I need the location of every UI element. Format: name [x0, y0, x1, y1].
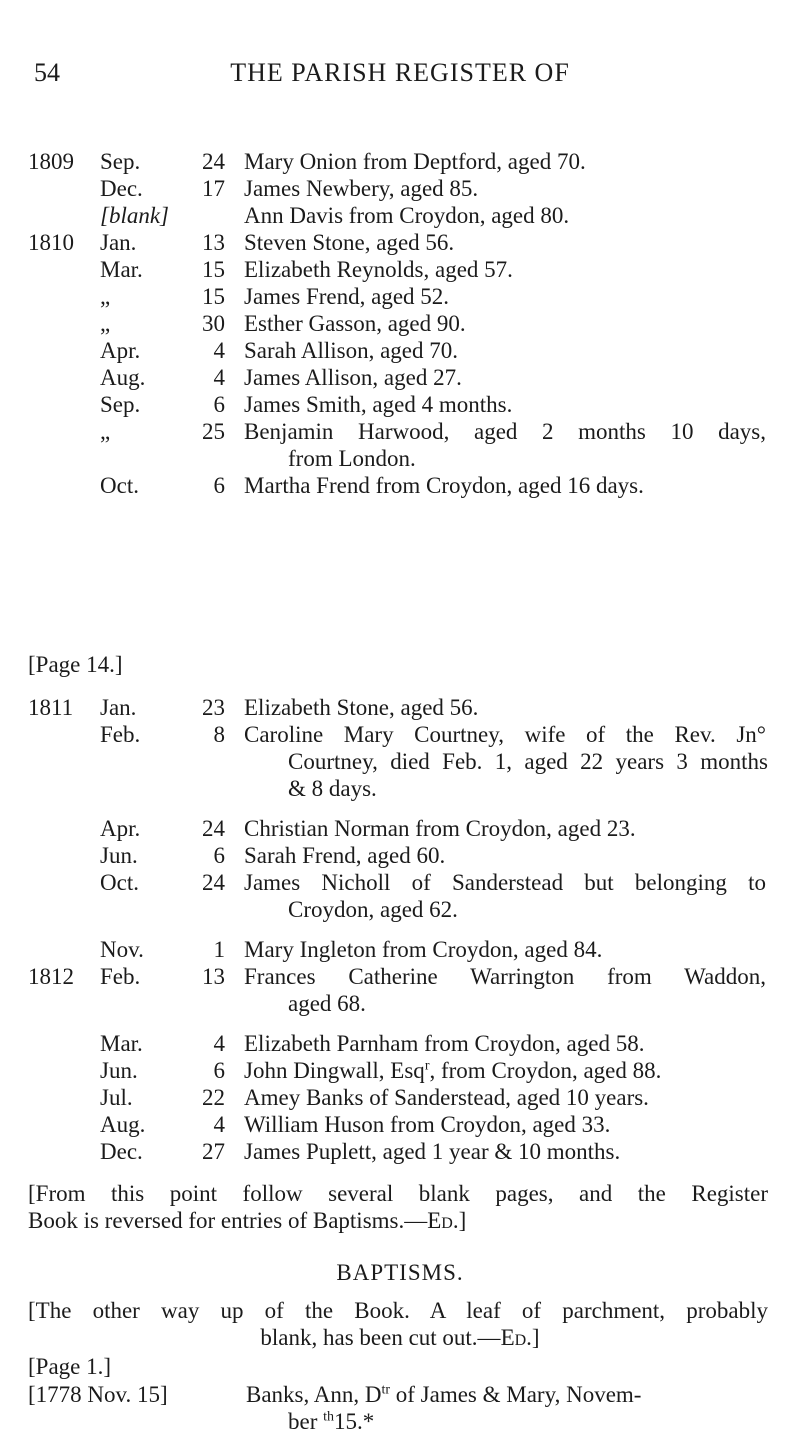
entry-day: 4: [213, 365, 225, 390]
entry-text-continued: ber $^{th}$15.*: [288, 1409, 375, 1434]
entry-year: 1809: [28, 149, 74, 174]
entry-text: Benjamin Harwood, aged 2 months 10 days,: [244, 419, 766, 444]
entry-year: 1812: [28, 964, 74, 989]
page-marker: [Page 14.]: [28, 652, 123, 677]
running-title: THE PARISH REGISTER OF: [230, 58, 570, 87]
entry-day: 6: [213, 1058, 225, 1083]
entry-month: Mar.: [100, 257, 143, 282]
entry-text: James Frend, aged 52.: [244, 284, 450, 309]
entry-text: Elizabeth Stone, aged 56.: [244, 695, 479, 720]
entry-text: Esther Gasson, aged 90.: [244, 311, 466, 336]
entry-text: Ann Davis from Croydon, aged 80.: [244, 203, 570, 228]
entry-text: Sarah Frend, aged 60.: [244, 843, 446, 868]
section-heading: BAPTISMS.: [336, 1260, 464, 1285]
entry-text: Mary Onion from Deptford, aged 70.: [244, 149, 586, 174]
entry-text-continued: & 8 days.: [288, 776, 377, 801]
entry-day: 22: [202, 1085, 225, 1110]
entry-month: Jan.: [100, 695, 137, 720]
entry-month: Dec.: [100, 176, 143, 201]
entry-day: 8: [213, 722, 225, 747]
entry-day: 30: [202, 311, 225, 336]
entry-month: Aug.: [100, 365, 146, 390]
entry-year: 1811: [28, 695, 74, 720]
entry-month: Mar.: [100, 1031, 143, 1056]
entry-day: 23: [202, 695, 225, 720]
entry-day: 6: [213, 392, 225, 417]
entry-month: Dec.: [100, 1139, 143, 1164]
entry-month: Oct.: [100, 473, 139, 498]
entry-month: Sep.: [100, 149, 141, 174]
entry-text: Mary Ingleton from Croydon, aged 84.: [244, 937, 603, 962]
entry-text: Elizabeth Parnham from Croydon, aged 58.: [244, 1031, 645, 1056]
editor-note: [The other way up of the Book. A leaf of parchment, probably: [28, 1298, 768, 1323]
entry-text: Elizabeth Reynolds, aged 57.: [244, 257, 513, 282]
page-number: 54: [34, 58, 60, 87]
entry-month: Feb.: [100, 722, 141, 747]
entry-day: 24: [202, 816, 225, 841]
entry-text: Martha Frend from Croydon, aged 16 days.: [244, 473, 644, 498]
entry-day: 6: [213, 473, 225, 498]
entry-date: [1778 Nov. 15]: [28, 1382, 168, 1407]
entry-month: Feb.: [100, 964, 141, 989]
entry-text: James Allison, aged 27.: [244, 365, 462, 390]
entry-month: „: [100, 419, 111, 444]
entry-text: Christian Norman from Croydon, aged 23.: [244, 816, 636, 841]
entry-text: James Newbery, aged 85.: [244, 176, 479, 201]
entry-month: Jul.: [100, 1085, 133, 1110]
entry-month: „: [100, 311, 111, 336]
entry-text: James Smith, aged 4 months.: [244, 392, 513, 417]
entry-day: 15: [202, 284, 225, 309]
entry-month: „: [100, 284, 111, 309]
entry-text-continued: Courtney, died Feb. 1, aged 22 years 3 months: [288, 749, 768, 774]
entry-text: Steven Stone, aged 56.: [244, 230, 455, 255]
entry-text: John Dingwall, Esq$^r$, from Croydon, aged 88.: [244, 1058, 662, 1083]
entry-day: 25: [202, 419, 225, 444]
entry-day: 13: [202, 964, 225, 989]
entry-day: 24: [202, 870, 225, 895]
entry-text: Frances Catherine Warrington from Waddon,: [244, 964, 766, 989]
entry-day: 6: [213, 843, 225, 868]
entry-text: James Puplett, aged 1 year & 10 months.: [244, 1139, 621, 1164]
page-marker: [Page 1.]: [28, 1354, 112, 1379]
entry-text: William Huson from Croydon, aged 33.: [244, 1112, 611, 1137]
entry-month: Jan.: [100, 230, 137, 255]
entry-month: Nov.: [100, 937, 144, 962]
entry-text: Sarah Allison, aged 70.: [244, 338, 458, 363]
entry-month: Jun.: [100, 1058, 138, 1083]
entry-text: James Nicholl of Sanderstead but belonging to: [244, 870, 766, 895]
editor-note: blank, has been cut out.—Ed.]: [260, 1325, 540, 1350]
entry-text: Banks, Ann, $D^{tr}$ of James & Mary, Novem-: [246, 1382, 642, 1407]
entry-month: Aug.: [100, 1112, 146, 1137]
entry-month: Apr.: [100, 338, 141, 363]
entry-text: Caroline Mary Courtney, wife of the Rev. Jn°: [244, 722, 766, 747]
entry-text-continued: aged 68.: [288, 991, 366, 1016]
page-header: [0, 58, 800, 90]
entry-text: Amey Banks of Sanderstead, aged 10 years.: [244, 1085, 649, 1110]
entry-month: Jun.: [100, 843, 138, 868]
entry-day: 4: [213, 338, 225, 363]
entry-day: 4: [213, 1112, 225, 1137]
editor-note: Book is reversed for entries of Baptisms.—Ed.]: [28, 1208, 467, 1233]
entry-month: Sep.: [100, 392, 141, 417]
entry-month: Oct.: [100, 870, 139, 895]
entry-text-continued: Croydon, aged 62.: [288, 897, 458, 922]
entry-day: 13: [202, 230, 225, 255]
entry-day: 4: [213, 1031, 225, 1056]
entry-day: 27: [202, 1139, 225, 1164]
entry-month: [blank]: [100, 203, 169, 228]
editor-note: [From this point follow several blank pages, and the Register: [28, 1181, 768, 1206]
entry-day: 17: [202, 176, 225, 201]
entry-year: 1810: [28, 230, 74, 255]
entry-day: 15: [202, 257, 225, 282]
entry-day: 1: [213, 937, 225, 962]
entry-month: Apr.: [100, 816, 141, 841]
entry-day: 24: [202, 149, 225, 174]
entry-text-continued: from London.: [288, 446, 416, 471]
